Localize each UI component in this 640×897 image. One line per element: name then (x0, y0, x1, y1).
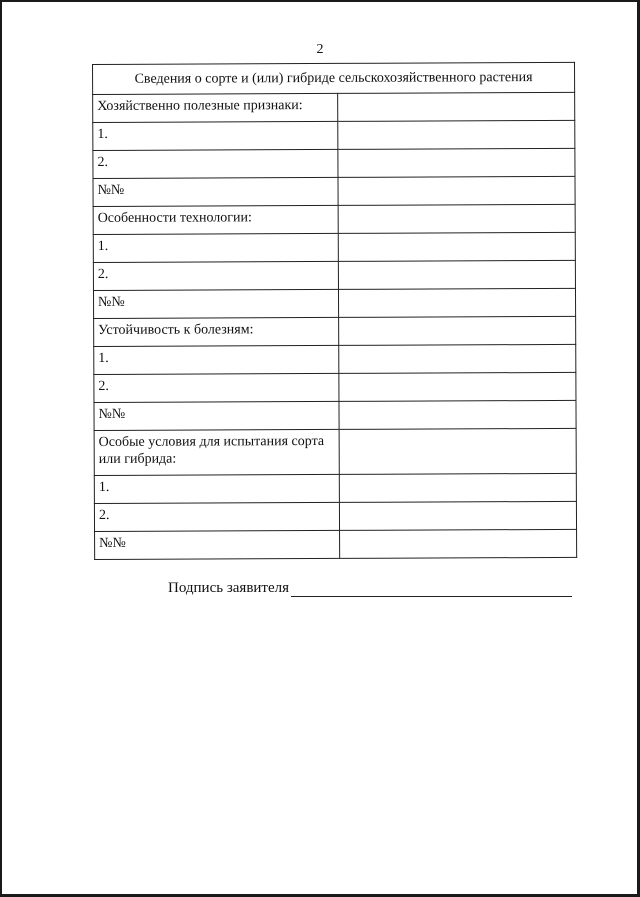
table-row (94, 344, 576, 374)
row-value-field[interactable] (339, 400, 576, 429)
row-value-field[interactable] (339, 288, 576, 317)
table-header-row (93, 62, 575, 94)
row-label: 2. (93, 149, 338, 178)
row-value-field[interactable] (338, 148, 575, 177)
table-row (94, 473, 576, 503)
row-value-field[interactable] (338, 232, 575, 261)
table-row (94, 501, 576, 531)
row-label: 1. (93, 233, 338, 262)
table-row (94, 316, 576, 346)
table-row (93, 288, 575, 318)
row-label: Устойчивость к болезням: (94, 317, 339, 346)
table-row (93, 176, 575, 206)
row-value-field[interactable] (339, 428, 576, 474)
row-label: Хозяйственно полезные признаки: (93, 93, 338, 122)
row-value-field[interactable] (338, 120, 575, 149)
table-row (94, 372, 576, 402)
table-row (93, 204, 575, 234)
row-value-field[interactable] (340, 529, 577, 558)
row-label: 2. (94, 502, 339, 531)
table-row (95, 529, 577, 559)
row-value-field[interactable] (339, 473, 576, 502)
row-label: Особые условия для испытания сорта или гибрида: (94, 429, 339, 475)
row-label: 2. (94, 373, 339, 402)
scan-border-left (0, 0, 2, 897)
variety-info-table (92, 62, 577, 560)
row-value-field[interactable] (338, 92, 575, 121)
table-row (93, 260, 575, 290)
row-label: №№ (93, 289, 338, 318)
row-value-field[interactable] (339, 260, 576, 289)
page-number: 2 (316, 42, 324, 57)
row-value-field[interactable] (340, 501, 577, 530)
row-value-field[interactable] (339, 316, 576, 345)
signature-line[interactable] (291, 580, 572, 597)
row-label: №№ (95, 530, 340, 559)
table-header: Сведения о сорте и (или) гибриде сельскохозяйственного растения (93, 62, 575, 94)
table-row (93, 232, 575, 262)
row-value-field[interactable] (339, 372, 576, 401)
row-label: 2. (93, 261, 338, 290)
signature-label: Подпись заявителя (168, 580, 290, 596)
row-label: 1. (94, 474, 339, 503)
table-row (94, 400, 576, 430)
row-value-field[interactable] (338, 176, 575, 205)
row-label: №№ (94, 401, 339, 430)
row-label: 1. (93, 121, 338, 150)
signature-block (168, 580, 578, 597)
row-label: Особенности технологии: (93, 205, 338, 234)
scan-border-top (0, 0, 640, 2)
table-row (93, 92, 575, 122)
table-row (93, 148, 575, 178)
table-row (94, 428, 576, 475)
row-value-field[interactable] (339, 344, 576, 373)
table-row (93, 120, 575, 150)
row-value-field[interactable] (338, 204, 575, 233)
row-label: №№ (93, 177, 338, 206)
row-label: 1. (94, 345, 339, 374)
